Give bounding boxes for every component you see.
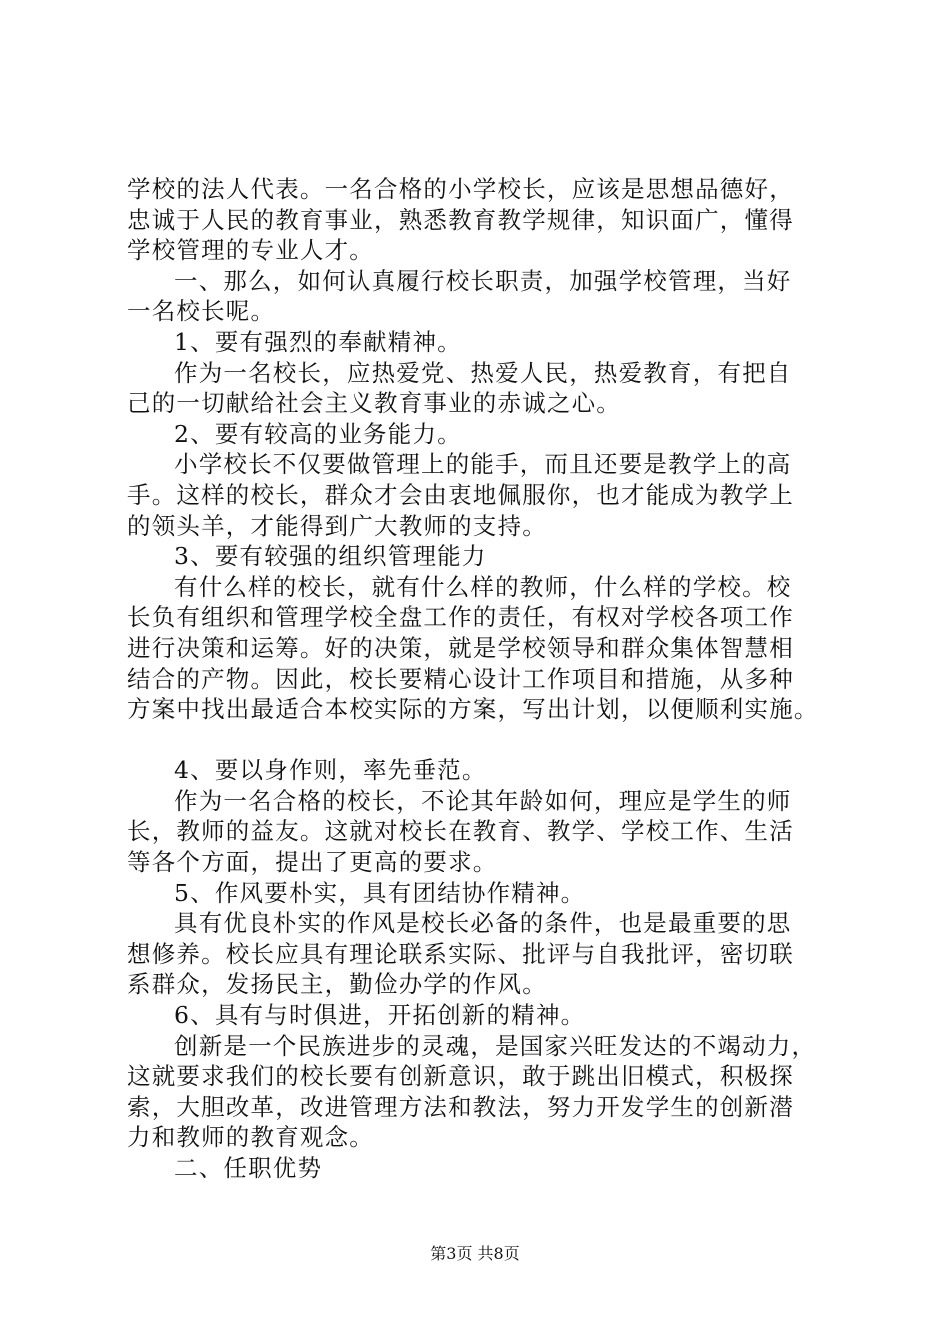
text-line: 具有优良朴实的作风是校长必备的条件，也是最重要的思 [174,909,792,938]
text-line: 等各个方面，提出了更高的要求。 [127,848,498,877]
document-body [127,174,842,1184]
section-heading: 一、那么，如何认真履行校长职责，加强学校管理，当好 [174,266,792,295]
text-line: 手。这样的校长，群众才会由衷地佩服你，也才能成为教学上 [127,480,794,509]
text-line: 结合的产物。因此，校长要精心设计工作项目和措施，从多种 [127,664,794,693]
text-line: 想修养。校长应具有理论联系实际、批评与自我批评，密切联 [127,939,794,968]
page-number: 第3页 共8页 [430,1244,520,1263]
text-line: 忠诚于人民的教育事业，熟悉教育教学规律，知识面广，懂得 [127,205,794,234]
text-line: 一名校长呢。 [127,297,276,326]
text-line: 学校管理的专业人才。 [127,236,374,265]
text-line: 力和教师的教育观念。 [127,1123,374,1152]
item-heading-4: 4、要以身作则，率先垂范。 [174,756,487,785]
item-heading-2: 2、要有较高的业务能力。 [174,419,462,448]
text-line: 长，教师的益友。这就对校长在教育、教学、学校工作、生活 [127,817,794,846]
text-line: 方案中找出最适合本校实际的方案，写出计划，以便顺利实施。 [127,695,819,724]
text-line: 创新是一个民族进步的灵魂，是国家兴旺发达的不竭动力， [174,1031,817,1060]
section-heading: 二、任职优势 [174,1154,323,1182]
text-line: 作为一名合格的校长，不论其年龄如何，理应是学生的师 [174,786,792,815]
text-line: 小学校长不仅要做管理上的能手，而且还要是教学上的高 [174,450,792,479]
item-heading-5: 5、作风要朴实，具有团结协作精神。 [174,878,586,907]
page-footer [0,1244,950,1264]
text-line: 的领头羊，才能得到广大教师的支持。 [127,511,547,540]
text-line: 这就要求我们的校长要有创新意识，敢于跳出旧模式，积极探 [127,1062,794,1091]
item-heading-6: 6、具有与时俱进，开拓创新的精神。 [174,1001,586,1030]
item-heading-1: 1、要有强烈的奉献精神。 [174,327,462,356]
text-line: 有什么样的校长，就有什么样的教师，什么样的学校。校 [174,572,792,601]
text-line: 作为一名校长，应热爱党、热爱人民，热爱教育，有把自 [174,358,792,387]
text-line: 长负有组织和管理学校全盘工作的责任，有权对学校各项工作 [127,603,794,632]
paragraph-gap [127,725,842,756]
text-line: 索，大胆改革，改进管理方法和教法，努力开发学生的创新潜 [127,1092,794,1121]
text-line: 学校的法人代表。一名合格的小学校长，应该是思想品德好， [127,175,794,203]
item-heading-3: 3、要有较强的组织管理能力 [174,542,487,571]
text-line: 进行决策和运筹。好的决策，就是学校领导和群众集体智慧相 [127,633,794,662]
text-line: 己的一切献给社会主义教育事业的赤诚之心。 [127,389,621,418]
text-line: 系群众，发扬民主，勤俭办学的作风。 [127,970,547,999]
